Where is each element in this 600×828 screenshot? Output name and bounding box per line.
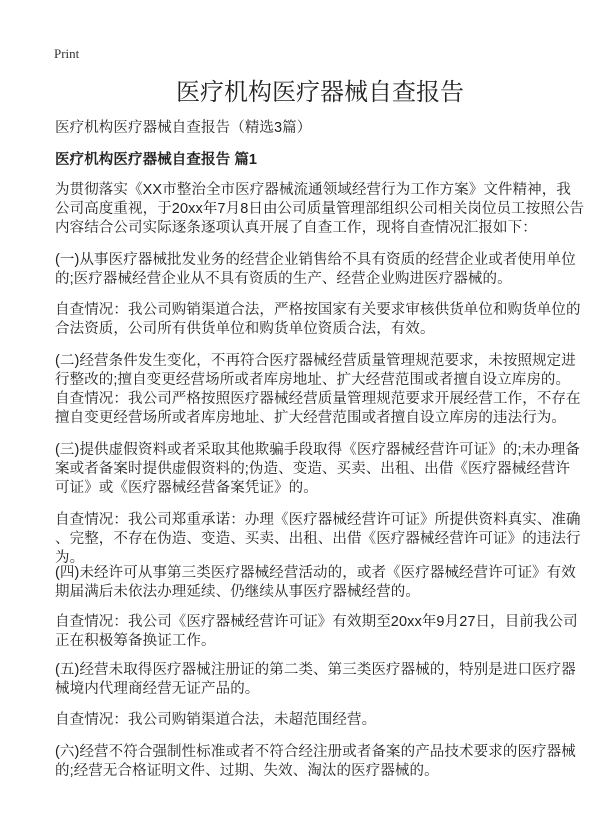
- section-heading: 医疗机构医疗器械自查报告 篇1: [55, 152, 258, 168]
- paragraph-line: (六)经营不符合强制性标准或者不符合经注册或者备案的产品技术要求的医疗器械: [55, 744, 576, 760]
- paragraph-line: 自查情况：我公司《医疗器械经营许可证》有效期至20xx年9月27日，目前我公司: [55, 614, 578, 630]
- paragraph-line: (三)提供虚假资料或者采取其他欺骗手段取得《医疗器械经营许可证》的;未办理备: [55, 442, 580, 458]
- paragraph-line: 的;医疗器械经营企业从不具有资质的生产、经营企业购进医疗器械的。: [55, 271, 512, 287]
- paragraph-line: (四)未经许可从事第三类医疗器械经营活动的，或者《医疗器械经营许可证》有效: [55, 565, 576, 581]
- paragraph-line: 公司高度重视，于20xx年7月8日由公司质量管理部组织公司相关岗位员工按照公告: [55, 201, 585, 217]
- paragraph-line: 合法资质，公司所有供货单位和购货单位资质合法，有效。: [55, 321, 435, 337]
- paragraph-line: 自查情况：我公司严格按照医疗器械经营质量管理规范要求开展经营工作，不存在: [55, 391, 581, 407]
- paragraph-line: 内容结合公司实际逐条逐项认真开展了自查工作，现将自查情况汇报如下：: [55, 220, 537, 236]
- paragraph-line: 为。: [55, 550, 85, 566]
- paragraph-line: 械境内代理商经营无证产品的。: [55, 681, 260, 697]
- paragraph-line: 可证》或《医疗器械经营备案凭证》的。: [55, 480, 318, 496]
- paragraph-line: (五)经营未取得医疗器械注册证的第二类、第三类医疗器械的，特别是进口医疗器: [55, 662, 576, 678]
- paragraph-line: 行整改的;擅自变更经营场所或者库房地址、扩大经营范围或者擅自设立库房的。: [55, 372, 571, 388]
- document-subtitle: 医疗机构医疗器械自查报告（精选3篇）: [55, 120, 312, 136]
- paragraph-line: 期届满后未依法办理延续、仍继续从事医疗器械经营的。: [55, 584, 420, 600]
- paragraph-line: 、完整，不存在伪造、变造、买卖、出租、出借《医疗器械经营许可证》的违法行: [55, 531, 581, 547]
- document-title: 医疗机构医疗器械自查报告: [176, 79, 464, 106]
- paragraph-line: 正在积极筹备换证工作。: [55, 633, 216, 649]
- paragraph-line: 自查情况：我公司购销渠道合法，严格按国家有关要求审核供货单位和购货单位的: [55, 302, 581, 318]
- paragraph-line: 自查情况：我公司郑重承诺：办理《医疗器械经营许可证》所提供资料真实、准确: [55, 512, 581, 528]
- paragraph-line: 擅自变更经营场所或者库房地址、扩大经营范围或者擅自设立库房的违法行为。: [55, 410, 566, 426]
- paragraph-line: 案或者备案时提供虚假资料的;伪造、变造、买卖、出租、出借《医疗器械经营许: [55, 461, 571, 477]
- paragraph-line: 为贯彻落实《XX市整治全市医疗器械流通领域经营行为工作方案》文件精神，我: [55, 182, 571, 198]
- print-link[interactable]: Print: [54, 46, 80, 61]
- paragraph-line: (一)从事医疗器械批发业务的经营企业销售给不具有资质的经营企业或者使用单位: [55, 252, 576, 268]
- paragraph-line: 的;经营无合格证明文件、过期、失效、淘汰的医疗器械的。: [55, 763, 439, 779]
- paragraph-line: 自查情况：我公司购销渠道合法，未超范围经营。: [55, 712, 377, 728]
- paragraph-line: (二)经营条件发生变化，不再符合医疗器械经营质量管理规范要求，未按照规定进: [55, 353, 576, 369]
